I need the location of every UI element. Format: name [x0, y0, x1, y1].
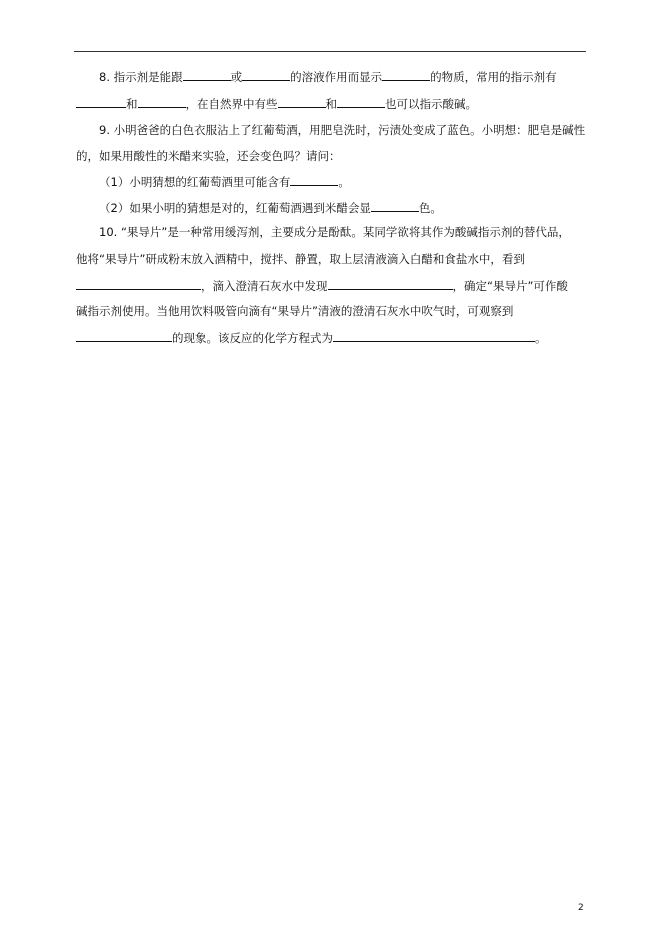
- answer-blank: [138, 96, 186, 108]
- header-rule: [74, 51, 586, 52]
- q10-text: ，滴入澄清石灰水中发现: [201, 279, 328, 293]
- answer-blank: [183, 69, 231, 81]
- question-9-line-1: 9. 小明爸爸的白色衣服沾上了红葡萄酒，用肥皂洗时，污渍处变成了蓝色。小明想：肥皂是碱性: [99, 123, 586, 137]
- answer-blank: [76, 330, 172, 342]
- answer-blank: [337, 96, 385, 108]
- q10-text: 。: [535, 331, 547, 345]
- q9-text: 色。: [418, 201, 442, 215]
- question-9-sub-2: [99, 200, 442, 215]
- answer-blank: [328, 278, 453, 290]
- q8-text: 和: [325, 97, 337, 111]
- q10-text: 的现象。该反应的化学方程式为: [172, 331, 333, 345]
- question-9-line-2: 的，如果用酸性的米醋来实验，还会变色吗？请问：: [76, 149, 341, 163]
- question-9-sub-1: [99, 174, 350, 189]
- answer-blank: [333, 330, 535, 342]
- q8-text: 的溶液作用而显示: [290, 70, 383, 84]
- answer-blank: [371, 200, 419, 212]
- question-10-line-5: [76, 330, 547, 345]
- question-8-line-1: [99, 69, 557, 84]
- q9-text: （1）小明猜想的红葡萄酒里可能含有: [99, 175, 291, 189]
- q8-text: 和: [126, 97, 138, 111]
- answer-blank: [242, 69, 290, 81]
- q8-text: 也可以指示酸碱。: [385, 97, 477, 111]
- q8-text: 或: [230, 70, 243, 84]
- q8-text: 的物质，常用的指示剂有: [430, 70, 557, 84]
- answer-blank: [278, 96, 326, 108]
- q8-text: 8. 指示剂是能跟: [99, 70, 183, 84]
- question-10-line-1: 10. “果导片”是一种常用缓泻剂，主要成分是酚酞。某同学欲将其作为酸碱指示剂的替代品，: [99, 225, 570, 239]
- q9-text: （2）如果小明的猜想是对的，红葡萄酒遇到米醋会显: [99, 201, 371, 215]
- q8-text: ，在自然界中有些: [185, 97, 278, 111]
- page-number: 2: [578, 903, 584, 913]
- answer-blank: [290, 174, 338, 186]
- answer-blank: [76, 96, 126, 108]
- question-10-line-3: [76, 278, 568, 293]
- q10-text: ，确定“果导片”可作酸: [452, 279, 568, 293]
- question-8-line-2: [76, 96, 477, 111]
- question-10-line-2: 他将“果导片”研成粉末放入酒精中，搅拌、静置，取上层清液滴入白醋和食盐水中，看到: [76, 252, 525, 266]
- answer-blank: [382, 69, 430, 81]
- question-10-line-4: 碱指示剂使用。当他用饮料吸管向滴有“果导片”清液的澄清石灰水中吹气时，可观察到: [76, 304, 514, 318]
- q9-text: 。: [338, 175, 350, 189]
- answer-blank: [76, 278, 201, 290]
